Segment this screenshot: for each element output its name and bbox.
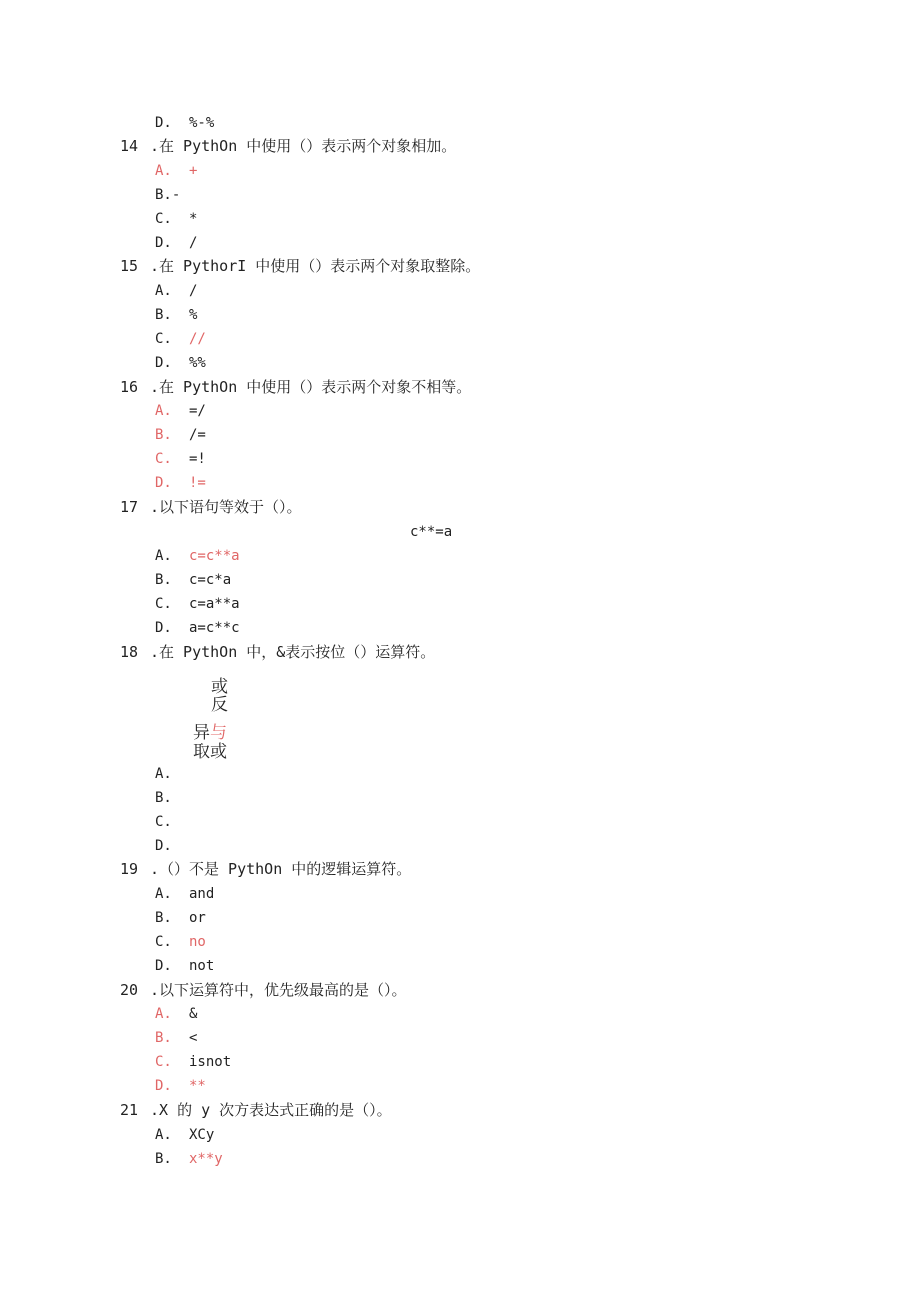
question-16	[120, 378, 471, 396]
option-letter: A.	[155, 283, 172, 299]
option-c	[155, 210, 197, 228]
option-letter: D.	[155, 355, 172, 371]
code-statement: c**=a	[410, 524, 453, 540]
option-b	[155, 909, 206, 927]
option-a	[155, 282, 197, 300]
option-letter: D.	[155, 115, 172, 131]
option-value: /	[189, 283, 198, 299]
option-value: XCy	[189, 1127, 215, 1143]
question-text: .X 的 y 次方表达式正确的是（）。	[150, 1101, 392, 1119]
question-text: .在 PythOn 中使用（）表示两个对象相加。	[150, 137, 457, 155]
option-b	[155, 1029, 197, 1047]
option-letter: C.	[155, 1054, 172, 1070]
choice-or: 或	[211, 677, 228, 697]
option-value: //	[189, 331, 206, 347]
option-b	[155, 789, 189, 807]
option-letter: C.	[155, 934, 172, 950]
option-letter: B.	[155, 307, 172, 323]
option-a	[155, 1126, 214, 1144]
option-d	[155, 474, 206, 492]
question-15	[120, 257, 480, 275]
question-number: 18	[120, 643, 139, 661]
option-letter: A.	[155, 548, 172, 564]
option-value: %	[189, 307, 198, 323]
option-letter: D.	[155, 475, 172, 491]
option-value: **	[189, 1078, 206, 1094]
question-21	[120, 1101, 392, 1119]
option-letter: B.	[155, 910, 172, 926]
option-letter: B.	[155, 427, 172, 443]
option-letter: A.	[155, 403, 172, 419]
option-d	[155, 1077, 206, 1095]
question-17	[120, 498, 302, 516]
option-value: not	[189, 958, 215, 974]
option-value: c=a**a	[189, 596, 240, 612]
option-value: no	[189, 934, 206, 950]
option-b	[155, 426, 206, 444]
question-19	[120, 860, 411, 878]
option-b	[155, 571, 231, 589]
question-text: .在 PythorI 中使用（）表示两个对象取整除。	[150, 257, 481, 275]
option-letter: D.	[155, 620, 172, 636]
option-letter: B.	[155, 1030, 172, 1046]
option-d	[155, 114, 214, 132]
option-value: /	[189, 235, 198, 251]
question-14	[120, 137, 456, 155]
option-letter: C.	[155, 451, 172, 467]
option-b	[155, 1150, 223, 1168]
question-18	[120, 643, 435, 661]
option-d	[155, 354, 206, 372]
option-a	[155, 765, 189, 783]
choice-neg-or: 取或	[193, 742, 227, 762]
question-number: 14	[120, 137, 139, 155]
option-value: +	[189, 163, 198, 179]
question-text: .在 PythOn 中使用（）表示两个对象不相等。	[150, 378, 472, 396]
option-letter: B.-	[155, 187, 181, 203]
option-c	[155, 595, 240, 613]
option-letter: C.	[155, 211, 172, 227]
option-value: c=c*a	[189, 572, 232, 588]
option-value: *	[189, 211, 198, 227]
option-letter: B.	[155, 790, 172, 806]
question-number: 16	[120, 378, 139, 396]
option-b	[155, 186, 189, 204]
option-letter: C.	[155, 331, 172, 347]
choice-xor-line	[193, 723, 227, 743]
choice-and: 与	[210, 723, 227, 743]
option-letter: B.	[155, 1151, 172, 1167]
option-d	[155, 837, 189, 855]
option-value: and	[189, 886, 215, 902]
option-c	[155, 1053, 231, 1071]
question-text: .以下运算符中，优先级最高的是（）。	[150, 981, 407, 999]
option-c	[155, 933, 206, 951]
option-value: <	[189, 1030, 198, 1046]
question-number: 17	[120, 498, 139, 516]
question-number: 20	[120, 981, 139, 999]
option-letter: A.	[155, 1006, 172, 1022]
question-number: 15	[120, 257, 139, 275]
option-letter: C.	[155, 596, 172, 612]
option-c	[155, 330, 206, 348]
option-letter: C.	[155, 814, 172, 830]
option-letter: B.	[155, 572, 172, 588]
option-letter: D.	[155, 235, 172, 251]
option-value: %-%	[189, 115, 215, 131]
option-value: =!	[189, 451, 206, 467]
question-number: 21	[120, 1101, 139, 1119]
option-a	[155, 885, 214, 903]
option-c	[155, 813, 189, 831]
option-a	[155, 162, 197, 180]
option-d	[155, 957, 214, 975]
option-b	[155, 306, 197, 324]
option-letter: A.	[155, 1127, 172, 1143]
choice-xor-prefix: 异	[193, 723, 210, 743]
question-text: .（）不是 PythOn 中的逻辑运算符。	[150, 860, 412, 878]
option-value: or	[189, 910, 206, 926]
question-text: .以下语句等效于（）。	[150, 498, 302, 516]
option-value: &	[189, 1006, 198, 1022]
question-text: .在 PythOn 中，&表示按位（）运算符。	[150, 643, 436, 661]
option-letter: A.	[155, 886, 172, 902]
option-value: !=	[189, 475, 206, 491]
option-a	[155, 547, 240, 565]
option-value: isnot	[189, 1054, 232, 1070]
option-letter: A.	[155, 163, 172, 179]
option-value: x**y	[189, 1151, 223, 1167]
option-a	[155, 402, 206, 420]
option-letter: D.	[155, 1078, 172, 1094]
option-value: %%	[189, 355, 206, 371]
option-value: a=c**c	[189, 620, 240, 636]
choice-not: 反	[211, 695, 228, 715]
question-20	[120, 981, 407, 999]
option-letter: D.	[155, 838, 172, 854]
option-value: /=	[189, 427, 206, 443]
option-letter: D.	[155, 958, 172, 974]
question-number: 19	[120, 860, 139, 878]
option-a	[155, 1005, 197, 1023]
option-d	[155, 619, 240, 637]
option-letter: A.	[155, 766, 172, 782]
option-value: =/	[189, 403, 206, 419]
option-d	[155, 234, 197, 252]
option-c	[155, 450, 206, 468]
option-value: c=c**a	[189, 548, 240, 564]
